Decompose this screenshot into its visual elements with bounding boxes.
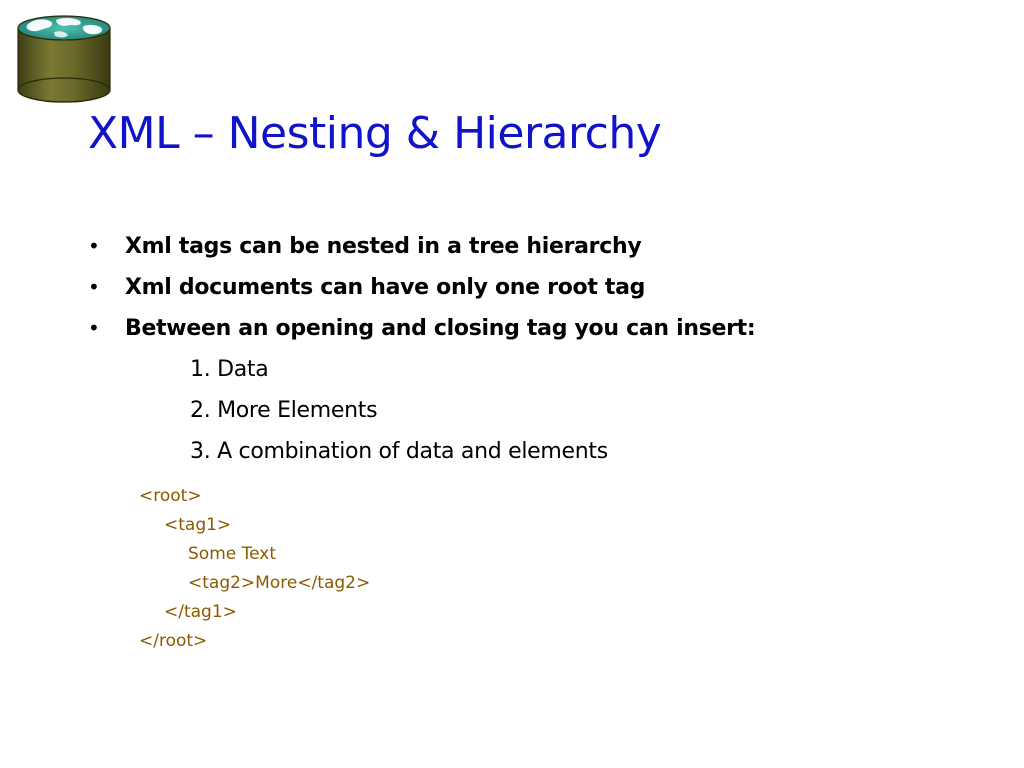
bullet-item	[88, 308, 755, 349]
bullet-list	[88, 226, 755, 349]
bullet-text: Xml documents can have only one root tag	[125, 275, 646, 300]
bullet-text: Xml tags can be nested in a tree hierarchy	[125, 234, 642, 259]
numbered-item: 2. More Elements	[190, 398, 378, 423]
xml-code-example	[139, 482, 370, 656]
database-globe-icon	[14, 12, 114, 106]
code-line: <tag1>	[164, 515, 232, 535]
bullet-marker: •	[88, 316, 100, 340]
numbered-item: 3. A combination of data and elements	[190, 439, 608, 464]
bullet-item	[88, 226, 755, 267]
code-line: Some Text	[188, 544, 276, 564]
numbered-item: 1. Data	[190, 357, 269, 382]
bullet-item	[88, 267, 755, 308]
code-line: </root>	[139, 631, 208, 651]
bullet-marker: •	[88, 275, 100, 299]
code-line: <tag2>More</tag2>	[188, 573, 371, 593]
slide-title: XML – Nesting & Hierarchy	[88, 108, 662, 159]
bullet-marker: •	[88, 234, 100, 258]
numbered-list	[190, 349, 608, 472]
bullet-text: Between an opening and closing tag you can insert:	[125, 316, 756, 341]
code-line: <root>	[139, 486, 202, 506]
code-line: </tag1>	[164, 602, 237, 622]
